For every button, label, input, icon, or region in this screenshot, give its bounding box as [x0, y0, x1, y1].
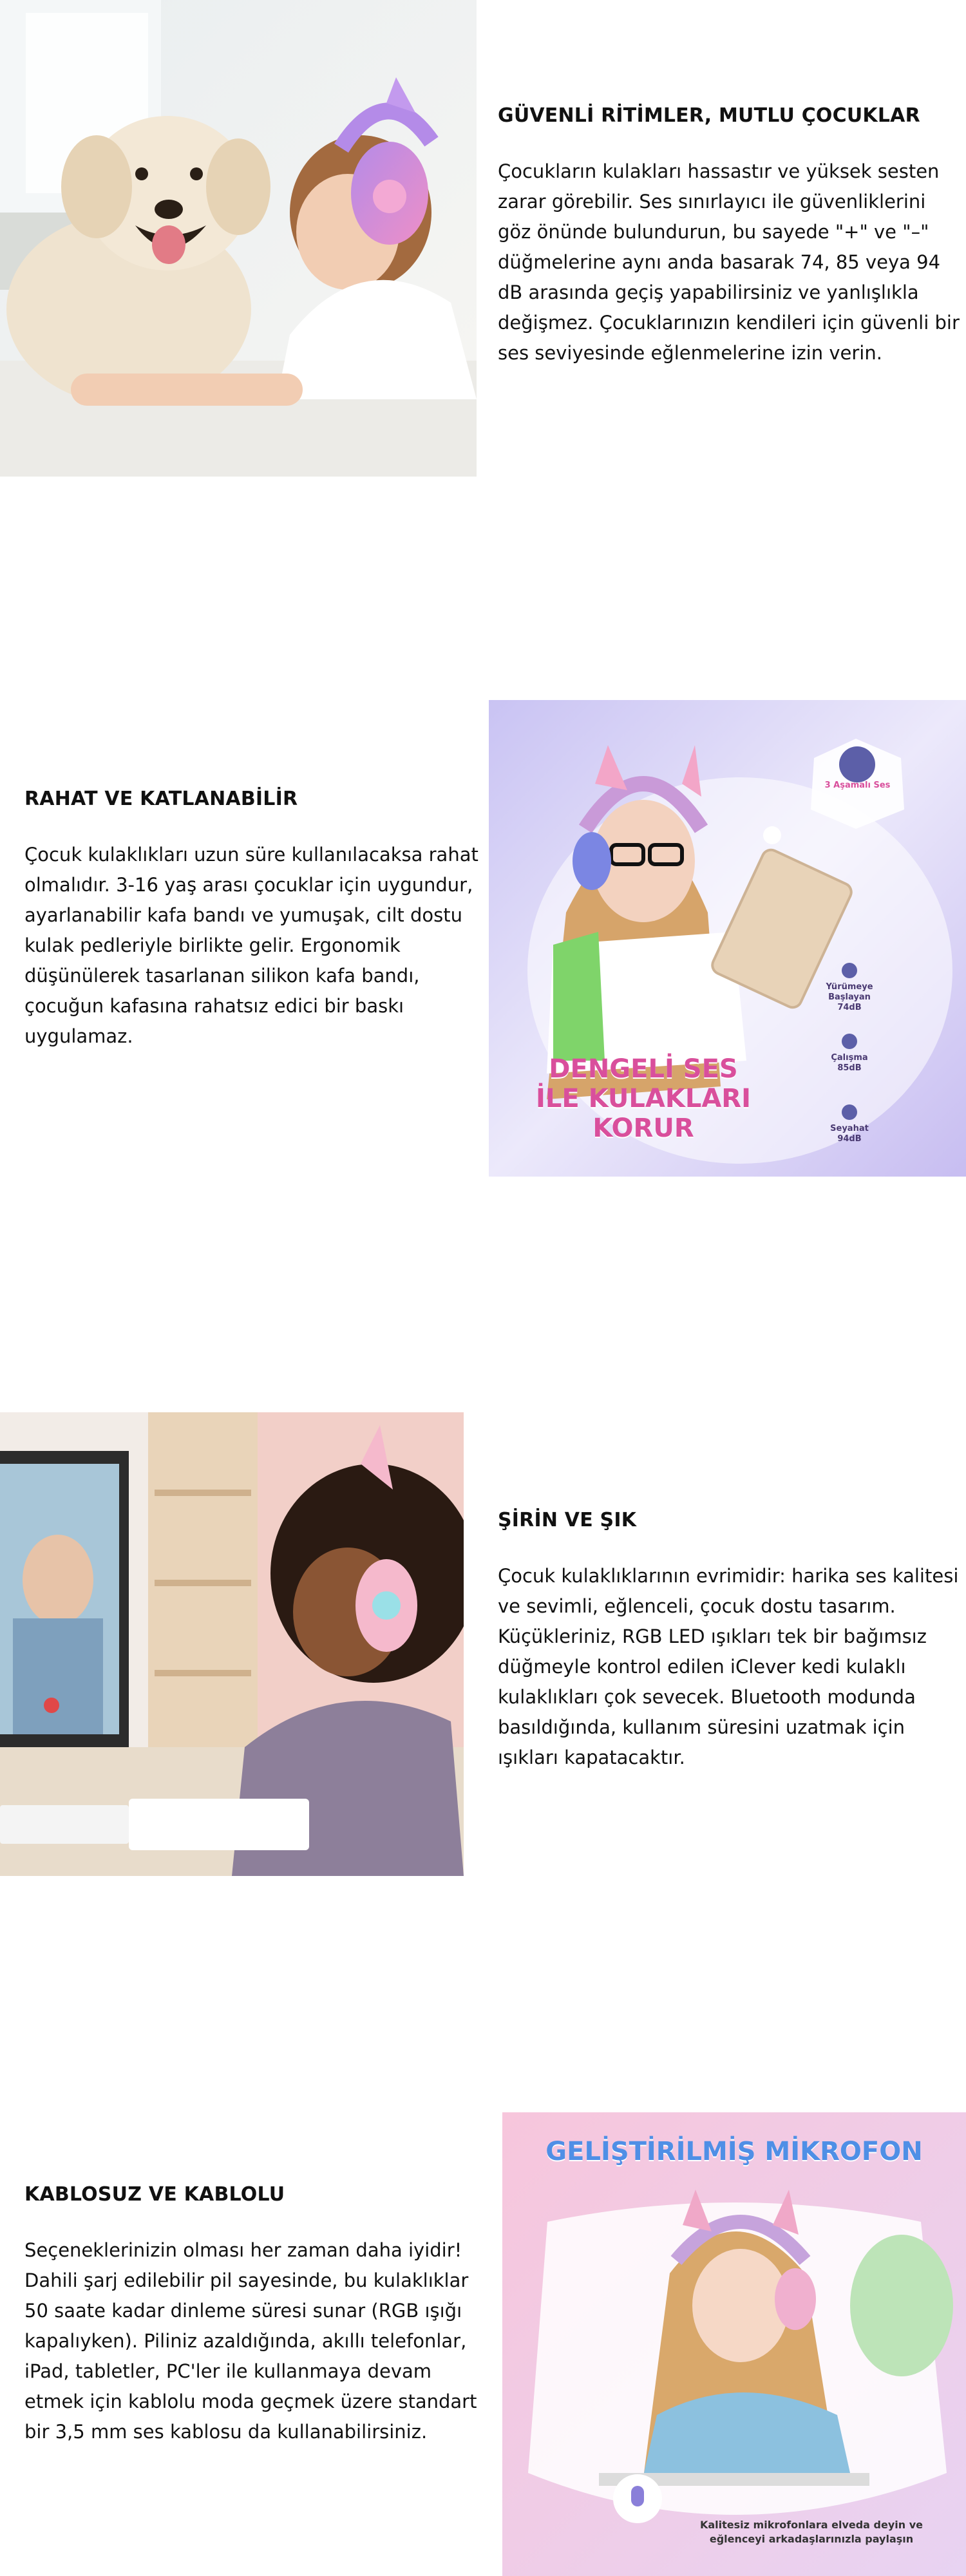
child-with-dog-image: [0, 0, 477, 477]
feature-description: Çocuk kulaklıkları uzun süre kullanılacaksa rahat olmalıdır. 3-16 yaş arası çocuklar için uygundur, ayarlanabilir kafa bandı ve yumuşak, cilt dostu kulak pedleriyle birlikte gelir. Ergonomik düşünülerek tasarlanan silikon kafa bandı, çocuğun kafasına rahatsız edici bir baskı uygulamaz.: [24, 844, 478, 1047]
feature-title: KABLOSUZ VE KABLOLU: [24, 2183, 285, 2206]
feature-text-safe-volume: [498, 104, 961, 368]
feature-section-cute-stylish: [0, 1412, 966, 1876]
feature-text-wireless-wired: [24, 2183, 488, 2447]
level-label: [804, 982, 895, 1013]
ear-icon: [839, 746, 875, 782]
feature-description: Çocuk kulaklıklarının evrimidir: harika ses kalitesi ve sevimli, eğlenceli, çocuk dostu tasarım. Küçükleriniz, RGB LED ışıkları tek bir bağımsız düğmeyle kontrol edilen iClever kedi kulaklı kulaklıkları çok sevecek. Bluetooth modunda basıldığında, kullanım süresini uzatmak için ışıkları kapatacaktır.: [498, 1565, 959, 1768]
level-name: Seyahat: [830, 1124, 869, 1133]
badge-label: 3 Aşamalı Ses: [824, 781, 891, 790]
level-label: [804, 1053, 895, 1074]
image-headline-line: KORUR: [592, 1113, 694, 1143]
level-value: 85dB: [837, 1063, 862, 1073]
graduation-cap-icon: [842, 1034, 857, 1049]
girl-writing-illustration: [502, 2112, 966, 2576]
feature-description: Çocukların kulakları hassastır ve yüksek sesten zarar görebilir. Ses sınırlayıcı ile güvenliklerini göz önünde bulundurun, bu sayede "+" ve "–" düğmelerine aynı anda basarak 74, 85 veya 94 dB arasında geçiş yapabilirsiniz ve yanlışlıkla değişmez. Çocuklarınızın kendileri için güvenli bir ses seviyesinde eğlenmelerine izin verin.: [498, 160, 960, 364]
feature-section-wireless-wired: [0, 2112, 966, 2576]
level-label: [804, 1124, 895, 1144]
girl-with-tablet-image: [489, 700, 966, 1177]
stroller-icon: [842, 963, 857, 978]
feature-section-comfortable-foldable: [0, 700, 966, 1177]
feature-title: ŞİRİN VE ŞIK: [498, 1509, 637, 1531]
feature-description: Seçeneklerinizin olması her zaman daha iyidir! Dahili şarj edilebilir pil sayesinde, bu kulaklıklar 50 saate kadar dinleme süresi sunar (RGB ışığı kapalıyken). Piliniz azaldığında, akıllı telefonlar, iPad, tabletler, PC'ler ile kullanmaya devam etmek için kablolu moda geçmek üzere standart bir 3,5 mm ses kablosu da kullanabilirsiniz.: [24, 2239, 477, 2443]
level-value: 94dB: [837, 1134, 862, 1144]
girl-video-call-image: [0, 1412, 464, 1876]
image-caption-line: Kalitesiz mikrofonlara elveda deyin ve: [699, 2519, 923, 2531]
feature-text-cute-stylish: [498, 1509, 961, 1773]
girl-video-call-illustration: [0, 1412, 464, 1876]
image-headline-line: DENGELİ SES: [549, 1054, 738, 1084]
image-caption: [663, 2518, 960, 2546]
child-with-dog-illustration: [0, 0, 477, 477]
feature-section-safe-volume: [0, 0, 966, 477]
level-value: 74dB: [837, 1003, 862, 1012]
image-headline: GELİŞTİRİLMİŞ MİKROFON: [545, 2137, 923, 2166]
girl-writing-image: [502, 2112, 966, 2576]
image-headline-line: İLE KULAKLARI: [536, 1084, 751, 1113]
car-icon: [842, 1104, 857, 1120]
microphone-icon: [763, 826, 781, 844]
image-headline: [515, 1054, 772, 1143]
level-name: Çalışma: [831, 1053, 868, 1063]
image-caption-line: eğlenceyi arkadaşlarınızla paylaşın: [709, 2533, 914, 2545]
level-name: Yürümeye Başlayan: [826, 982, 873, 1002]
feature-title: RAHAT VE KATLANABİLİR: [24, 788, 298, 810]
feature-title: GÜVENLİ RİTİMLER, MUTLU ÇOCUKLAR: [498, 104, 920, 127]
feature-text-comfortable-foldable: [24, 788, 488, 1052]
